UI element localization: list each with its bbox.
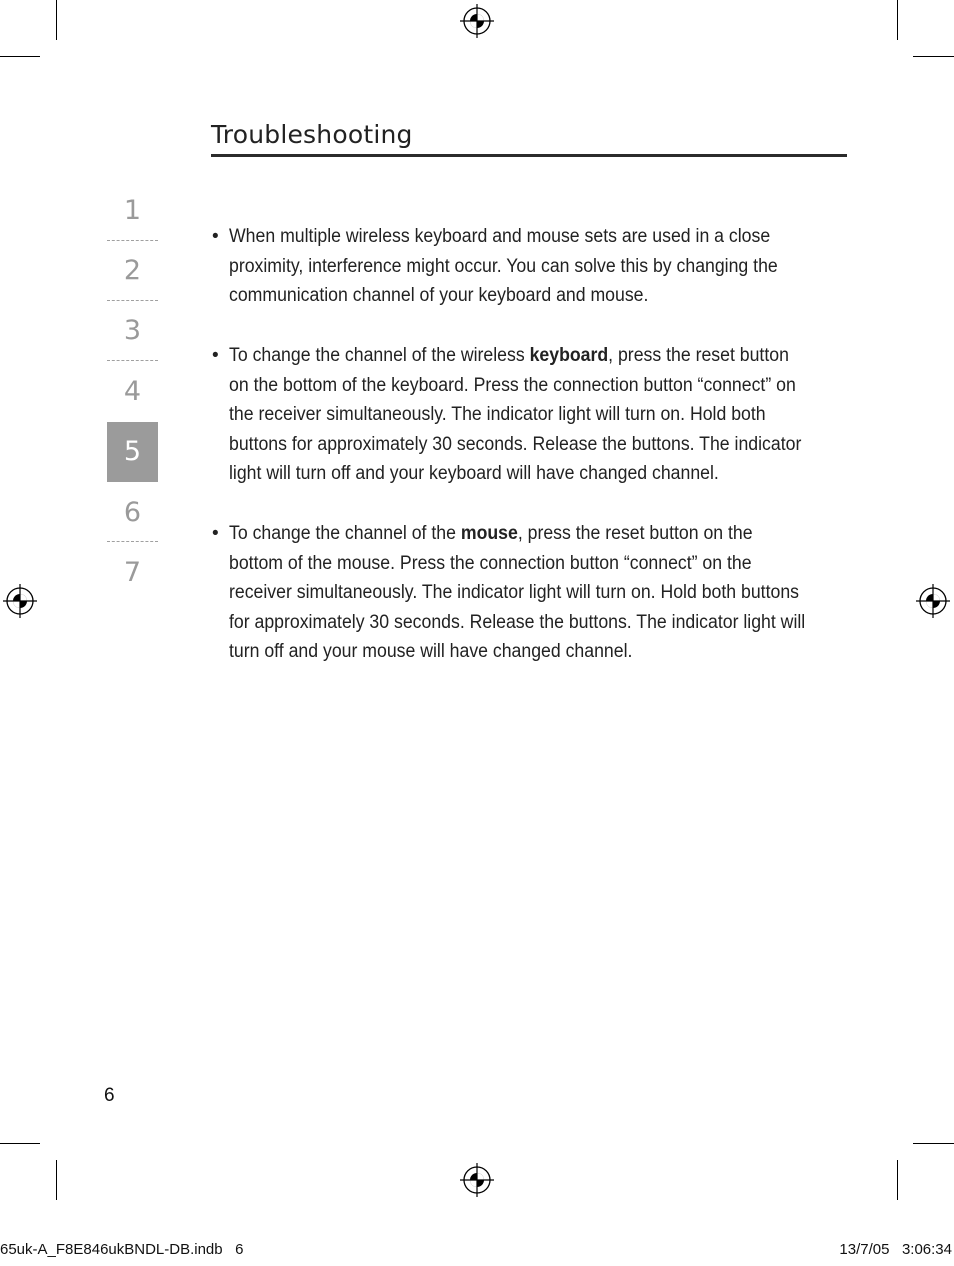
emphasis-keyboard: keyboard <box>529 345 609 366</box>
crop-mark <box>913 1143 954 1144</box>
paragraph-text: , press the reset button on the bottom of the mouse. Press the connection button “connect” on the receiver simultaneously. The indicator light will turn on. Hold both buttons for approximately 30 seconds. Release the buttons. The indicator light will turn off and your mouse will have changed channel. <box>229 523 806 663</box>
crop-mark <box>913 56 954 57</box>
registration-mark-icon <box>460 1163 494 1197</box>
crop-mark <box>56 1160 57 1200</box>
bullet-marker: • <box>212 345 219 366</box>
page-number: 6 <box>104 1085 115 1106</box>
registration-mark-icon <box>916 584 950 618</box>
title-rule <box>211 154 847 157</box>
chapter-tab-5-active: 5 <box>107 422 158 482</box>
crop-mark <box>0 56 40 57</box>
registration-mark-icon <box>460 4 494 38</box>
bullet-paragraph <box>229 222 810 311</box>
paragraph-text: When multiple wireless keyboard and mouse sets are used in a close proximity, interference might occur. You can solve this by changing the communication channel of your keyboard and mouse. <box>229 226 778 307</box>
chapter-tab-2: 2 <box>123 255 142 286</box>
print-slug-file: 65uk-A_F8E846ukBNDL-DB.indb 6 <box>0 1241 244 1258</box>
page-title: Troubleshooting <box>211 120 413 149</box>
bullet-marker: • <box>212 226 219 247</box>
bullet-paragraph <box>229 341 810 489</box>
chapter-tab-1: 1 <box>123 195 142 226</box>
crop-mark <box>897 0 898 40</box>
emphasis-mouse: mouse <box>460 523 518 544</box>
chapter-tab-7: 7 <box>123 557 142 588</box>
chapter-tab-4: 4 <box>123 376 142 407</box>
crop-mark <box>56 0 57 40</box>
bullet-marker: • <box>212 523 219 544</box>
chapter-tab-6: 6 <box>123 497 142 528</box>
bullet-paragraph <box>229 519 810 667</box>
paragraph-text: , press the reset button on the bottom of the keyboard. Press the connection button “connect” on the receiver simultaneously. The indicator light will turn on. Hold both buttons for approximately 30 seconds. Release the buttons. The indicator light will turn off and your keyboard will have changed channel. <box>229 345 802 485</box>
crop-mark <box>0 1143 40 1144</box>
chapter-tab-3: 3 <box>123 315 142 346</box>
paragraph-text: To change the channel of the wireless <box>229 345 530 366</box>
registration-mark-icon <box>3 584 37 618</box>
paragraph-text: To change the channel of the <box>229 523 461 544</box>
print-slug-date: 13/7/05 3:06:34 <box>839 1241 952 1258</box>
crop-mark <box>897 1160 898 1200</box>
